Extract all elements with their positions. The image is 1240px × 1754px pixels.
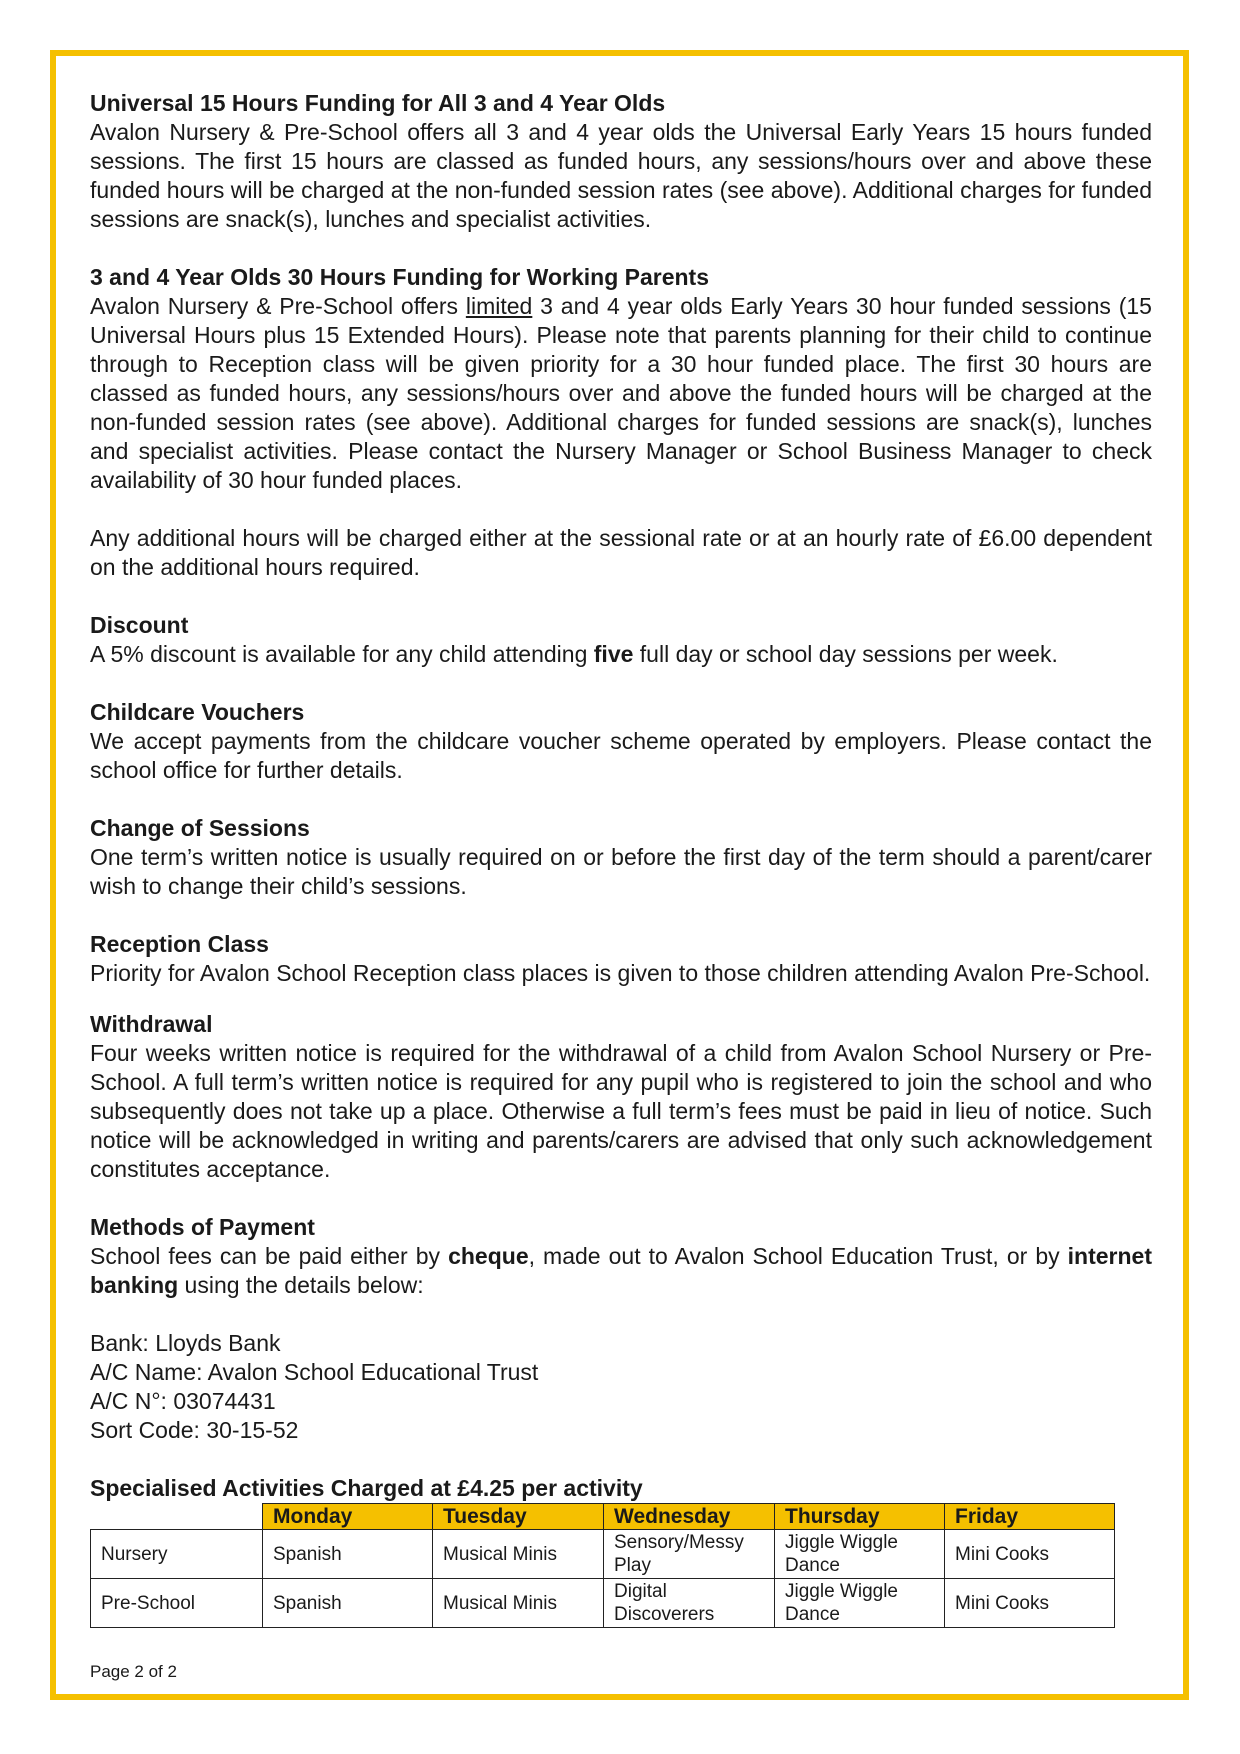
table-cell: Digital Discoverers [604, 1579, 775, 1628]
table-cell: Spanish [263, 1579, 433, 1628]
row-label: Pre-School [91, 1579, 263, 1628]
table-row [91, 1579, 1115, 1628]
thirty-hours-heading: 3 and 4 Year Olds 30 Hours Funding for Working Parents [90, 264, 710, 290]
activities-table [90, 1503, 1115, 1628]
header-day: Tuesday [433, 1504, 604, 1530]
universal-section [90, 89, 1152, 234]
table-cell: Jiggle Wiggle Dance [775, 1579, 945, 1628]
change-sessions-heading: Change of Sessions [90, 815, 310, 841]
discount-section [90, 611, 1152, 669]
vouchers-section [90, 698, 1152, 785]
additional-hours-text: Any additional hours will be charged either at the sessional rate or at an hourly rate of £6.00 dependent on the additional hours required. [90, 525, 1152, 580]
payment-text: School fees can be paid either by cheque, made out to Avalon School Education Trust, or by internet banking using the details below: [90, 1243, 1153, 1298]
header-blank [91, 1504, 263, 1530]
discount-text: A 5% discount is available for any child attending five full day or school day sessions per week. [90, 641, 1058, 667]
bank-name: Bank: Lloyds Bank [90, 1330, 281, 1356]
additional-hours-section [90, 524, 1152, 582]
withdrawal-section [90, 1010, 1152, 1184]
table-cell: Sensory/Messy Play [604, 1530, 775, 1579]
payment-heading: Methods of Payment [90, 1214, 315, 1240]
reception-text: Priority for Avalon School Reception class places is given to those children attending Avalon Pre-School. [90, 960, 1151, 986]
document-body [90, 89, 1152, 1628]
thirty-hours-section [90, 263, 1152, 495]
header-day: Friday [945, 1504, 1115, 1530]
limited-underlined: limited [465, 293, 533, 319]
header-day: Wednesday [604, 1504, 775, 1530]
account-name: A/C Name: Avalon School Educational Trust [90, 1359, 539, 1385]
sort-code: Sort Code: 30-15-52 [90, 1417, 299, 1443]
reception-heading: Reception Class [90, 931, 269, 957]
reception-section [90, 930, 1152, 988]
universal-text: Avalon Nursery & Pre-School offers all 3 and 4 year olds the Universal Early Years 15 hours funded sessions. The first 15 hours are classed as funded hours, any sessions/hours over and above these funded hours will be charged at the non-funded session rates (see above). Additional charges for funded sessions are snack(s), lunches and specialist activities. [90, 119, 1152, 232]
vouchers-text: We accept payments from the childcare voucher scheme operated by employers. Please contact the school office for further details. [90, 728, 1152, 783]
table-cell: Mini Cooks [945, 1530, 1115, 1579]
table-row [91, 1530, 1115, 1579]
payment-section [90, 1213, 1152, 1445]
discount-heading: Discount [90, 612, 189, 638]
page-number: Page 2 of 2 [90, 1662, 177, 1681]
withdrawal-heading: Withdrawal [90, 1011, 213, 1037]
table-cell: Musical Minis [433, 1579, 604, 1628]
table-cell: Musical Minis [433, 1530, 604, 1579]
table-header-row [91, 1504, 1115, 1530]
bank-details [90, 1329, 1152, 1445]
account-number: A/C N°: 03074431 [90, 1388, 276, 1414]
table-cell: Jiggle Wiggle Dance [775, 1530, 945, 1579]
change-sessions-text: One term’s written notice is usually required on or before the first day of the term should a parent/carer wish to change their child’s sessions. [90, 844, 1152, 899]
change-sessions-section [90, 814, 1152, 901]
header-day: Thursday [775, 1504, 945, 1530]
table-cell: Spanish [263, 1530, 433, 1579]
table-cell: Mini Cooks [945, 1579, 1115, 1628]
activities-section [90, 1474, 1152, 1628]
thirty-hours-text: Avalon Nursery & Pre-School offers limited 3 and 4 year olds Early Years 30 hour funded sessions (15 Universal Hours plus 15 Extended Hours). Please note that parents planning for their child to continue through to Reception class will be given priority for a 30 hour funded place. The first 30 hours are classed as funded hours, any sessions/hours over and above the funded hours will be charged at the non-funded session rates (see above). Additional charges for funded sessions are snack(s), lunches and specialist activities. Please contact the Nursery Manager or School Business Manager to check availability of 30 hour funded places. [90, 293, 1152, 493]
withdrawal-text: Four weeks written notice is required for the withdrawal of a child from Avalon School Nursery or Pre-School. A full term’s written notice is required for any pupil who is registered to join the school and who subsequently does not take up a place. Otherwise a full term’s fees must be paid in lieu of notice. Such notice will be acknowledged in writing and parents/carers are advised that only such acknowledgement constitutes acceptance. [90, 1040, 1152, 1182]
universal-heading: Universal 15 Hours Funding for All 3 and 4 Year Olds [90, 90, 666, 116]
row-label: Nursery [91, 1530, 263, 1579]
vouchers-heading: Childcare Vouchers [90, 699, 305, 725]
activities-heading: Specialised Activities Charged at £4.25 per activity [90, 1475, 643, 1501]
header-day: Monday [263, 1504, 433, 1530]
